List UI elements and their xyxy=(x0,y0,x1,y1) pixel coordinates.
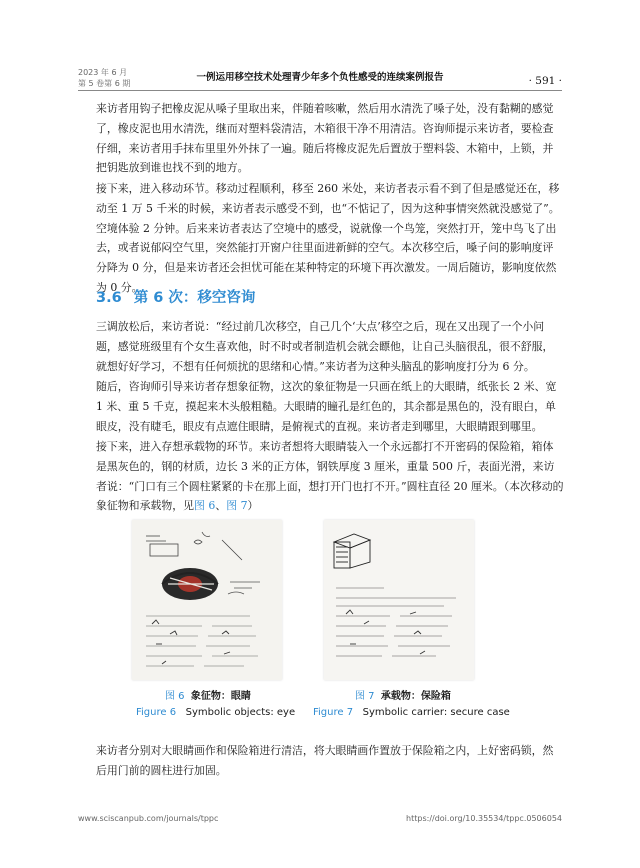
figure-7-link[interactable]: 图 7 xyxy=(226,499,248,513)
figure-7-number-en: Figure 7 xyxy=(313,707,354,718)
page-number: · 591 · xyxy=(528,75,562,87)
paragraph: 来访者分别对大眼睛画作和保险箱进行清洁，将大眼睛画作置放于保险箱之内，上好密码锁，然后用门前的圆柱进行加固。 xyxy=(96,744,554,777)
figure-6-title-en: Symbolic objects: eye xyxy=(185,707,296,718)
page-footer xyxy=(78,814,562,823)
issue-date: 2023 年 6 月 xyxy=(78,68,128,77)
header-rule xyxy=(78,90,562,91)
figure-6-caption-zh xyxy=(165,687,251,702)
figure-6-link[interactable]: 图 6 xyxy=(194,499,216,513)
journal-url[interactable]: www.sciscanpub.com/journals/tppc xyxy=(78,814,219,823)
figure-6-number-en: Figure 6 xyxy=(136,707,177,718)
safe-sketch-photo xyxy=(324,520,474,680)
paragraph: 来访者用钩子把橡皮泥从嗓子里取出来，伴随着咳嗽，然后用水清洗了嗓子处，没有黏糊的感觉了，橡皮泥也用水清洗，继而对塑料袋清洁，木箱很干净不用清洁。咨询师提示来访者，要检查仔细，来访者用手抹布里里外外抹了一遍。随后将橡皮泥先后置放于塑料袋、木箱中，上锁，并把钥匙放到谁也找不到的地方。 xyxy=(96,102,554,175)
page-header xyxy=(0,0,640,92)
figure-7-title-en: Symbolic carrier: secure case xyxy=(362,707,510,718)
figure-6-title-zh: 象征物：眼睛 xyxy=(190,691,251,702)
section-title: 第 6 次：移空咨询 xyxy=(133,290,256,306)
figure-6-caption-en xyxy=(136,707,295,718)
section-number: 3.6 xyxy=(96,290,122,306)
figure-7-caption-zh xyxy=(355,687,451,702)
separator: 、 xyxy=(215,499,227,513)
paragraph-end: ） xyxy=(247,499,259,513)
paragraph-text: 接下来，进入存想承载物的环节。来访者想将大眼睛装入一个永远都打不开密码的保险箱，箱体是黑灰色的，钢的材质，边长 3 米的正方体，钢铁厚度 3 厘米，重量 500 斤，表面光滑，来访者说：“门口有三个圆柱紧紧的卡在那上面，想打开门也打不开。”圆柱直径 20 厘米。（本次移动的象征物和承载物，见 xyxy=(96,440,564,513)
figure-7-title-zh: 承载物：保险箱 xyxy=(380,691,451,702)
figure-7-caption-en xyxy=(313,707,510,718)
paragraph: 接下来，进入移动环节。移动过程顺利，移至 260 米处，来访者表示看不到了但是感觉还在，移动至 1 万 5 千米的时候，来访者表示感受不到，也“不惦记了，因为这种事情突然就没感觉了”。空境体验 2 分钟。后来来访者表达了空境中的感受，说就像一个鸟笼，突然打开，笼中鸟飞了出去，或者说郁闷空气里，突然能打开窗户往里面进新鲜的空气。本次移空后，嗓子问的影响度评分降为 0 分，但是来访者还会担忧可能在某种特定的环境下再次激发。一周后随访，影响度依然为 0 分。 xyxy=(96,182,560,294)
figure-6-image xyxy=(132,520,282,680)
figure-6-number-zh: 图 6 xyxy=(165,691,185,702)
paragraph: 随后，咨询师引导来访者存想象征物，这次的象征物是一只画在纸上的大眼睛，纸张长 2 米、宽 1 米、重 5 千克，摸起来木头般粗糙。大眼睛的瞳孔是红色的，其余都是黑色的，没有眼白，单眼皮，没有睫毛，眼皮有点遮住眼睛，是俯视式的直视。来访者走到哪里，大眼睛跟到哪里。 xyxy=(96,380,557,433)
running-title: 一例运用移空技术处理青少年多个负性感受的连续案例报告 xyxy=(196,72,444,83)
figure-7-number-zh: 图 7 xyxy=(355,691,375,702)
paragraph xyxy=(96,437,564,516)
paragraph: 三调放松后，来访者说：“经过前几次移空，自己几个‘大点’移空之后，现在又出现了一个小问题，感觉班级里有个女生喜欢他，时不时或者制造机会就会瞟他，让自己头脑很乱，很不舒服，就想好好学习，不想有任何烦扰的思绪和心情。”来访者为这种头脑乱的影响度打分为 6 分。 xyxy=(96,320,554,373)
doi-link[interactable]: https://doi.org/10.35534/tppc.0506054 xyxy=(406,814,562,823)
figure-7-image xyxy=(324,520,474,680)
eye-sketch-photo xyxy=(132,520,282,680)
issue-volume: 第 5 卷第 6 期 xyxy=(78,79,131,88)
section-heading xyxy=(96,286,267,307)
